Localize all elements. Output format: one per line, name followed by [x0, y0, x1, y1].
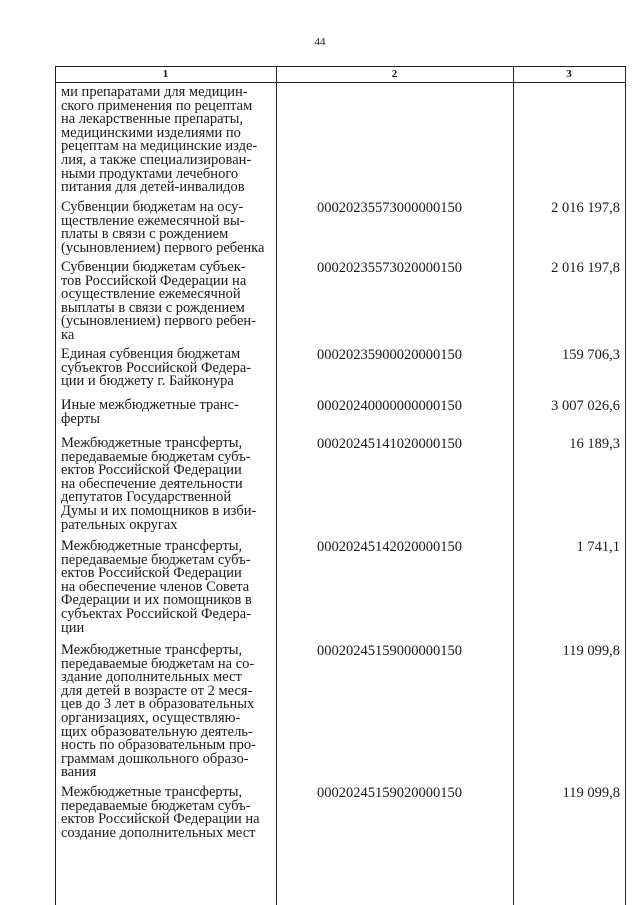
row-code: 00020240000000000150: [317, 398, 462, 414]
row-name: Межбюджетные трансферты, передаваемые бюджетам субъ- ектов Российской Федерации на создание дополнительных мест: [61, 784, 260, 841]
row-name: Субвенции бюджетам на осу- ществление ежемесячной вы- платы в связи с рождением (усыновлением) первого ребенка: [61, 199, 265, 256]
row-value: 119 099,8: [562, 785, 620, 801]
column-header-3: 3: [566, 68, 572, 80]
header-divider: [55, 82, 626, 83]
column-header-1: 1: [162, 68, 169, 80]
row-value: 3 007 026,6: [551, 398, 620, 414]
page-number: 44: [314, 36, 326, 48]
row-value: 2 016 197,8: [551, 260, 620, 276]
row-code: 00020245141020000150: [317, 436, 462, 452]
row-code: 00020235900020000150: [317, 347, 462, 363]
row-name: Иные межбюджетные транс- ферты: [61, 397, 239, 427]
row-name: Субвенции бюджетам субъек- тов Российской Федерации на осуществление ежемесячной выплаты в связи с рождением (усыновлением) первого ребен- ка: [61, 259, 256, 343]
row-value: 2 016 197,8: [551, 200, 620, 216]
budget-table: [55, 66, 626, 905]
row-name: Межбюджетные трансферты, передаваемые бюджетам на со- здание дополнительных мест для детей в возрасте от 2 меся- цев до 3 лет в образовательных организациях, осуществляю- щих образовательную деятель- ность по образовательным про- граммам дошкольного образо- вания: [61, 642, 256, 781]
row-code: 00020235573020000150: [317, 260, 462, 276]
row-name: Межбюджетные трансферты, передаваемые бюджетам субъ- ектов Российской Федерации на обеспечение деятельности депутатов Государственной Думы и их помощников в изби- рательных округах: [61, 435, 257, 533]
row-name: ми препаратами для медицин- ского применения по рецептам на лекарственные препараты, медицинскими изделиями по рецептам на медицинские изде- лия, а также специализирован- ными продуктами лечебного питания для детей-инвалидов: [61, 84, 258, 196]
row-value: 16 189,3: [569, 436, 620, 452]
column-header-2: 2: [391, 68, 398, 80]
row-code: 00020245159000000150: [317, 643, 462, 659]
column-divider-2: [513, 66, 514, 905]
row-name: Межбюджетные трансферты, передаваемые бюджетам субъ- ектов Российской Федерации на обеспечение членов Совета Федерации и их помощников в субъектах Российской Федера- ции: [61, 538, 252, 636]
table-border-left: [55, 66, 56, 905]
row-value: 119 099,8: [562, 643, 620, 659]
row-code: 00020245142020000150: [317, 539, 462, 555]
row-code: 00020235573000000150: [317, 200, 462, 216]
table-border-right: [625, 66, 626, 905]
row-name: Единая субвенция бюджетам субъектов Российской Федера- ции и бюджету г. Байконура: [61, 346, 252, 390]
row-value: 159 706,3: [562, 347, 620, 363]
row-code: 00020245159020000150: [317, 785, 462, 801]
column-divider-1: [276, 66, 277, 905]
row-value: 1 741,1: [576, 539, 620, 555]
